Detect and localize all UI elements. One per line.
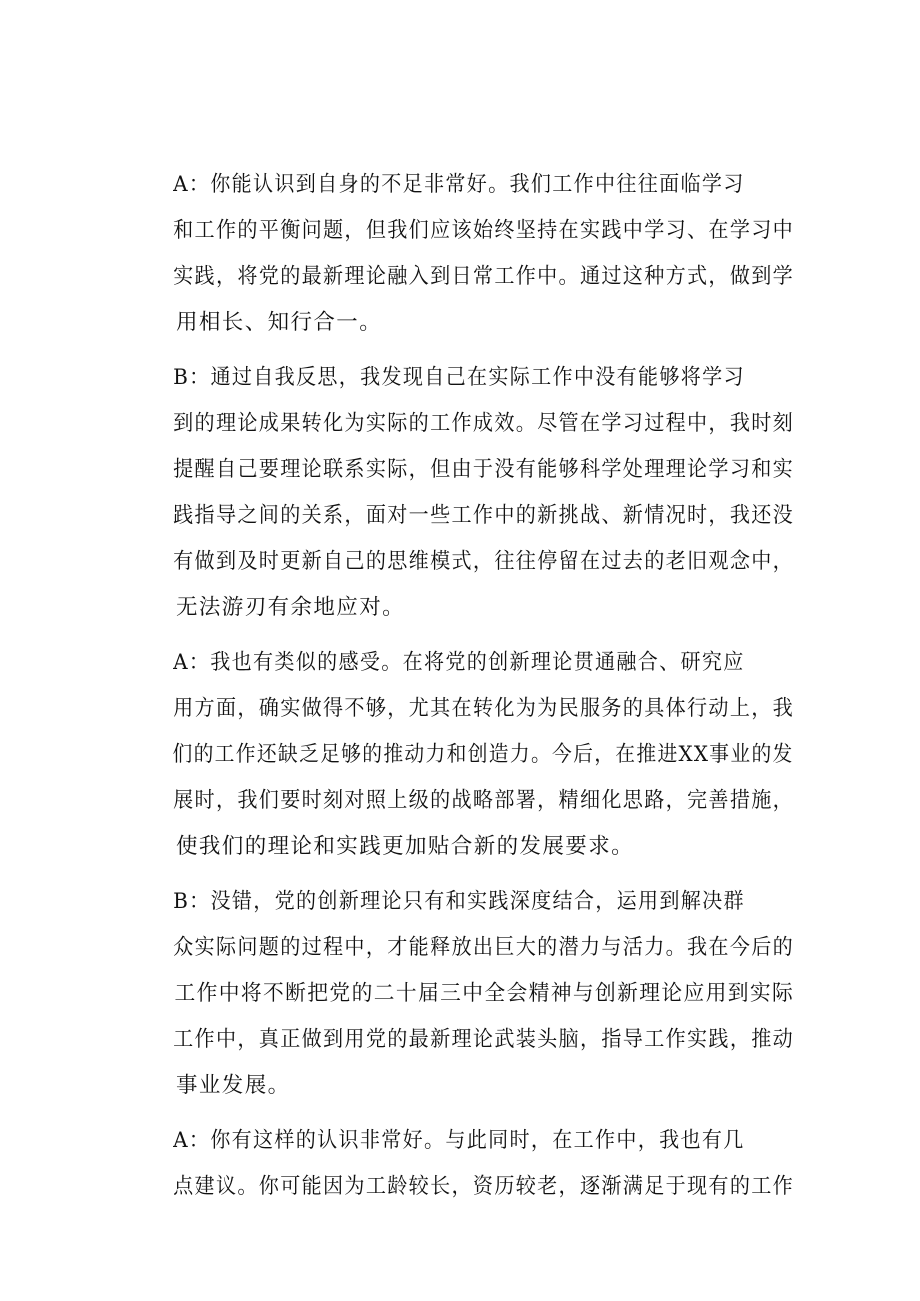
- paragraph-a-2: [132, 640, 794, 870]
- text-line: 实践，将党的最新理论融入到日常工作中。通过这种方式，做到学: [173, 264, 795, 289]
- text-line: 工作中将不断把党的二十届三中全会精神与创新理论应用到实际: [174, 981, 795, 1006]
- text-line: 用方面，确实做得不够，尤其在转化为为民服务的具体行动上，我: [173, 696, 795, 721]
- text-line: 和工作的平衡问题，但我们应该始终坚持在实践中学习、在学习中: [173, 218, 795, 243]
- text-line: 众实际问题的过程中，才能释放出巨大的潜力与活力。我在今后的: [173, 935, 795, 960]
- text-line: 无法游刃有余地应对。: [176, 595, 406, 620]
- text-line: 提醒自己要理论联系实际，但由于没有能够科学处理理论学习和实: [173, 457, 795, 482]
- paragraph-b-2: [132, 879, 794, 1109]
- text-line: 践指导之间的关系，面对一些工作中的新挑战、新情况时，我还没: [173, 503, 795, 528]
- text-line: A：你有这样的认识非常好。与此同时，在工作中，我也有几: [173, 1128, 745, 1153]
- text-line: 到的理论成果转化为实际的工作成效。尽管在学习过程中，我时刻: [173, 411, 795, 436]
- paragraph-b-1: [132, 355, 794, 631]
- text-line: A：你能认识到自身的不足非常好。我们工作中往往面临学习: [173, 172, 745, 197]
- text-line: 有做到及时更新自己的思维模式，往往停留在过去的老旧观念中，: [173, 549, 795, 574]
- text-line: A：我也有类似的感受。在将党的创新理论贯通融合、研究应: [173, 650, 745, 675]
- document-body: [132, 162, 794, 1219]
- text-line: B：没错，党的创新理论只有和实践深度结合，运用到解决群: [173, 889, 745, 914]
- text-line: 使我们的理论和实践更加贴合新的发展要求。: [176, 834, 635, 859]
- paragraph-a-3: [132, 1118, 794, 1210]
- text-line: 工作中，真正做到用党的最新理论武装头脑，指导工作实践，推动: [173, 1027, 795, 1052]
- text-line: 们的工作还缺乏足够的推动力和创造力。今后，在推进XX事业的发: [172, 742, 794, 767]
- text-line: B：通过自我反思，我发现自己在实际工作中没有能够将学习: [173, 365, 745, 390]
- text-line: 展时，我们要时刻对照上级的战略部署，精细化思路，完善措施，: [173, 788, 795, 813]
- text-line: 点建议。你可能因为工龄较长，资历较老，逐渐满足于现有的工作: [173, 1174, 795, 1199]
- text-line: 用相长、知行合一。: [176, 310, 383, 335]
- text-line: 事业发展。: [176, 1073, 291, 1098]
- paragraph-a-1: [132, 162, 794, 346]
